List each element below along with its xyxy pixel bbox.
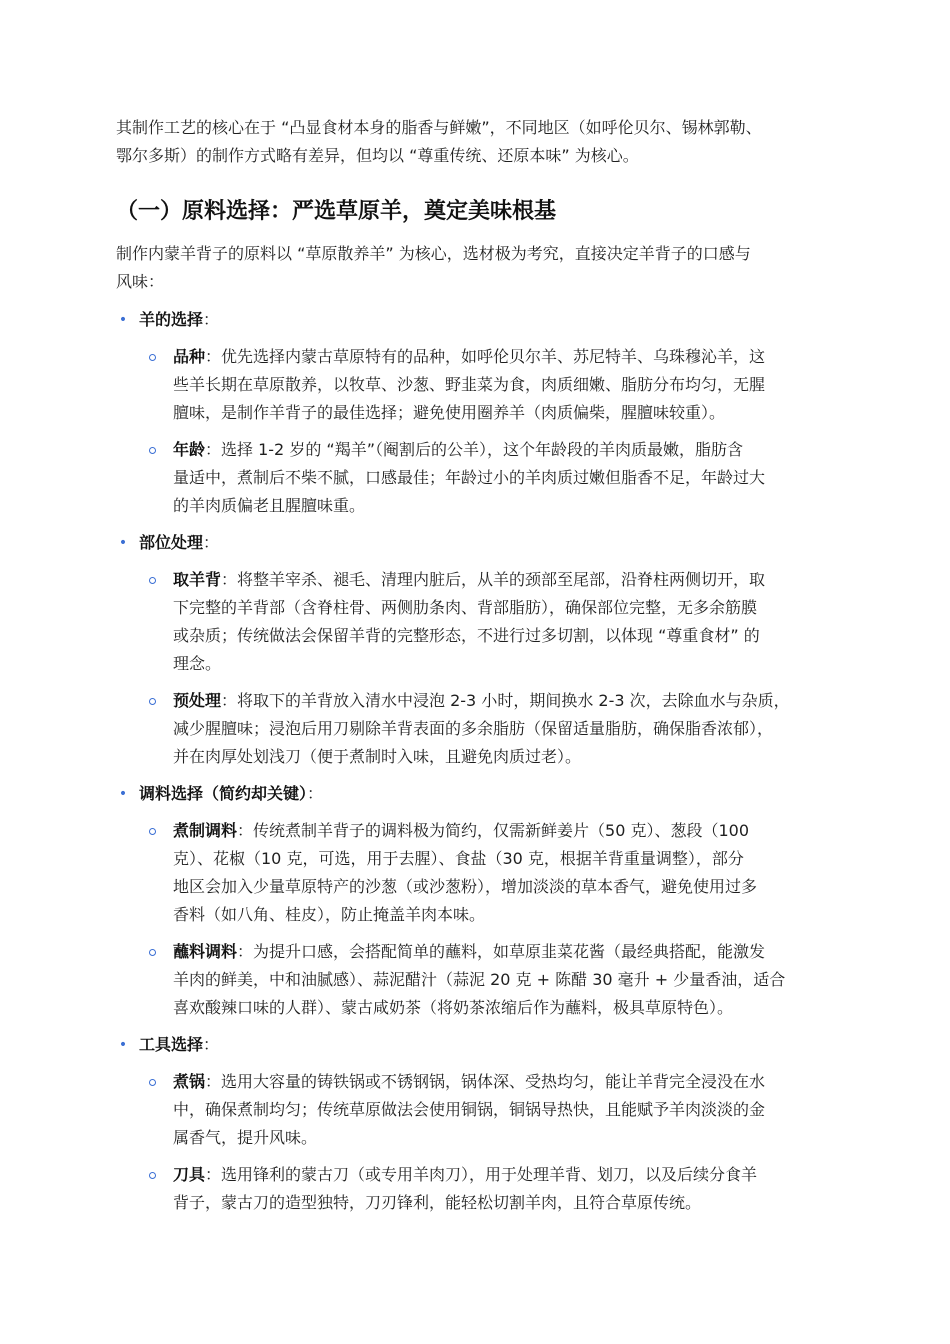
section-intro-paragraph: [116, 240, 836, 296]
bullet-dot-icon: •: [118, 1037, 128, 1053]
bullet-circle-icon: [147, 343, 159, 371]
bullet-circle-icon: [147, 817, 159, 845]
sub-list-item-cooking-seasoning: 煮制调料：传统煮制羊背子的调料极为简约，仅需新鲜姜片（50 克）、葱段（100 克）、花椒（10 克，可选，用于去腥）、食盐（30 克，根据羊背重量调整），部分 地区会加入少量草原特产的沙葱（或沙葱粉），增加淡淡的草本香气，避免使用过多 香料（如八角、桂皮），防止掩盖羊肉本味。: [173, 821, 758, 924]
list-item-sheep-selection: 羊的选择：: [139, 310, 220, 329]
bullet-circle-icon: [147, 566, 159, 594]
intro-paragraph: [116, 114, 836, 170]
sub-list-item-dipping-sauce: 蘸料调料：为提升口感，会搭配简单的蘸料，如草原韭菜花酱（最经典搭配，能激发 羊肉的鲜美，中和油腻感）、蒜泥醋汁（蒜泥 20 克 + 陈醋 30 毫升 + 少量香油，适合 喜欢酸辣口味的人群）、蒙古咸奶茶（将奶茶浓缩后作为蘸料，极具草原特色）。: [173, 942, 786, 1017]
sub-item-term: 年龄: [173, 440, 206, 459]
section-intro-line-1: 制作内蒙羊背子的原料以 “草原散养羊” 为核心，选材极为考究，直接决定羊背子的口感与: [116, 244, 751, 263]
bullet-dot-icon: •: [118, 535, 128, 551]
list-item-title: 调料选择（简约却关键）: [139, 784, 308, 803]
bullet-dot-icon: •: [118, 786, 128, 802]
sub-item-term: 刀具: [173, 1165, 206, 1184]
list-item-tools: 工具选择：: [139, 1035, 220, 1054]
sub-item-term: 煮制调料: [173, 821, 238, 840]
bullet-circle-icon: [147, 436, 159, 464]
list-item-title: 部位处理: [139, 533, 204, 552]
intro-line-1: 其制作工艺的核心在于 “凸显食材本身的脂香与鲜嫩”，不同地区（如呼伦贝尔、锡林郭勒、: [116, 118, 762, 137]
list-item-title: 羊的选择: [139, 310, 204, 329]
intro-line-2: 鄂尔多斯）的制作方式略有差异，但均以 “尊重传统、还原本味” 为核心。: [116, 146, 639, 165]
sub-item-term: 蘸料调料: [173, 942, 238, 961]
sub-list-item-pot: 煮锅：选用大容量的铸铁锅或不锈钢锅，锅体深、受热均匀，能让羊背完全浸没在水 中，确保煮制均匀；传统草原做法会使用铜锅，铜锅导热快，且能赋予羊肉淡淡的金 属香气，提升风味。: [173, 1072, 766, 1147]
bullet-circle-icon: [147, 1068, 159, 1096]
list-item-title: 工具选择: [139, 1035, 204, 1054]
list-item-seasoning: 调料选择（简约却关键）：: [139, 784, 324, 803]
section-intro-line-2: 风味：: [116, 272, 165, 291]
bullet-dot-icon: •: [118, 312, 128, 328]
sub-item-term: 品种: [173, 347, 206, 366]
sub-item-term: 取羊背: [173, 570, 222, 589]
bullet-circle-icon: [147, 1161, 159, 1189]
sub-list-item-take-back: 取羊背：将整羊宰杀、褪毛、清理内脏后，从羊的颈部至尾部，沿脊柱两侧切开，取 下完整的羊背部（含脊柱骨、两侧肋条肉、背部脂肪），确保部位完整，无多余筋膜 或杂质；传统做法会保留羊背的完整形态，不进行过多切割，以体现 “尊重食材” 的 理念。: [173, 570, 766, 673]
sub-list-item-breed: 品种：优先选择内蒙古草原特有的品种，如呼伦贝尔羊、苏尼特羊、乌珠穆沁羊，这 些羊长期在草原散养，以牧草、沙葱、野韭菜为食，肉质细嫩、脂肪分布均匀，无腥 膻味，是制作羊背子的最佳选择；避免使用圈养羊（肉质偏柴，腥膻味较重）。: [173, 347, 766, 422]
sub-item-term: 预处理: [173, 691, 222, 710]
bullet-circle-icon: [147, 687, 159, 715]
sub-list-item-age: 年龄：选择 1-2 岁的 “羯羊”（阉割后的公羊），这个年龄段的羊肉质最嫩，脂肪含 量适中，煮制后不柴不腻，口感最佳；年龄过小的羊肉质过嫩但脂香不足，年龄过大 的羊肉质偏老且腥膻味重。: [173, 440, 766, 515]
sub-list-item-knife: 刀具：选用锋利的蒙古刀（或专用羊肉刀），用于处理羊背、划刀，以及后续分食羊 背子，蒙古刀的造型独特，刀刃锋利，能轻松切割羊肉，且符合草原传统。: [173, 1165, 758, 1212]
sub-list-item-pretreatment: 预处理：将取下的羊背放入清水中浸泡 2-3 小时，期间换水 2-3 次，去除血水与杂质， 减少腥膻味；浸泡后用刀剔除羊背表面的多余脂肪（保留适量脂肪，确保脂香浓郁）， 并在肉厚处划浅刀（便于煮制时入味，且避免肉质过老）。: [173, 691, 790, 766]
list-item-cut-processing: 部位处理：: [139, 533, 220, 552]
bullet-circle-icon: [147, 938, 159, 966]
sub-item-term: 煮锅: [173, 1072, 206, 1091]
section-heading: （一）原料选择：严选草原羊，奠定美味根基: [116, 199, 557, 224]
